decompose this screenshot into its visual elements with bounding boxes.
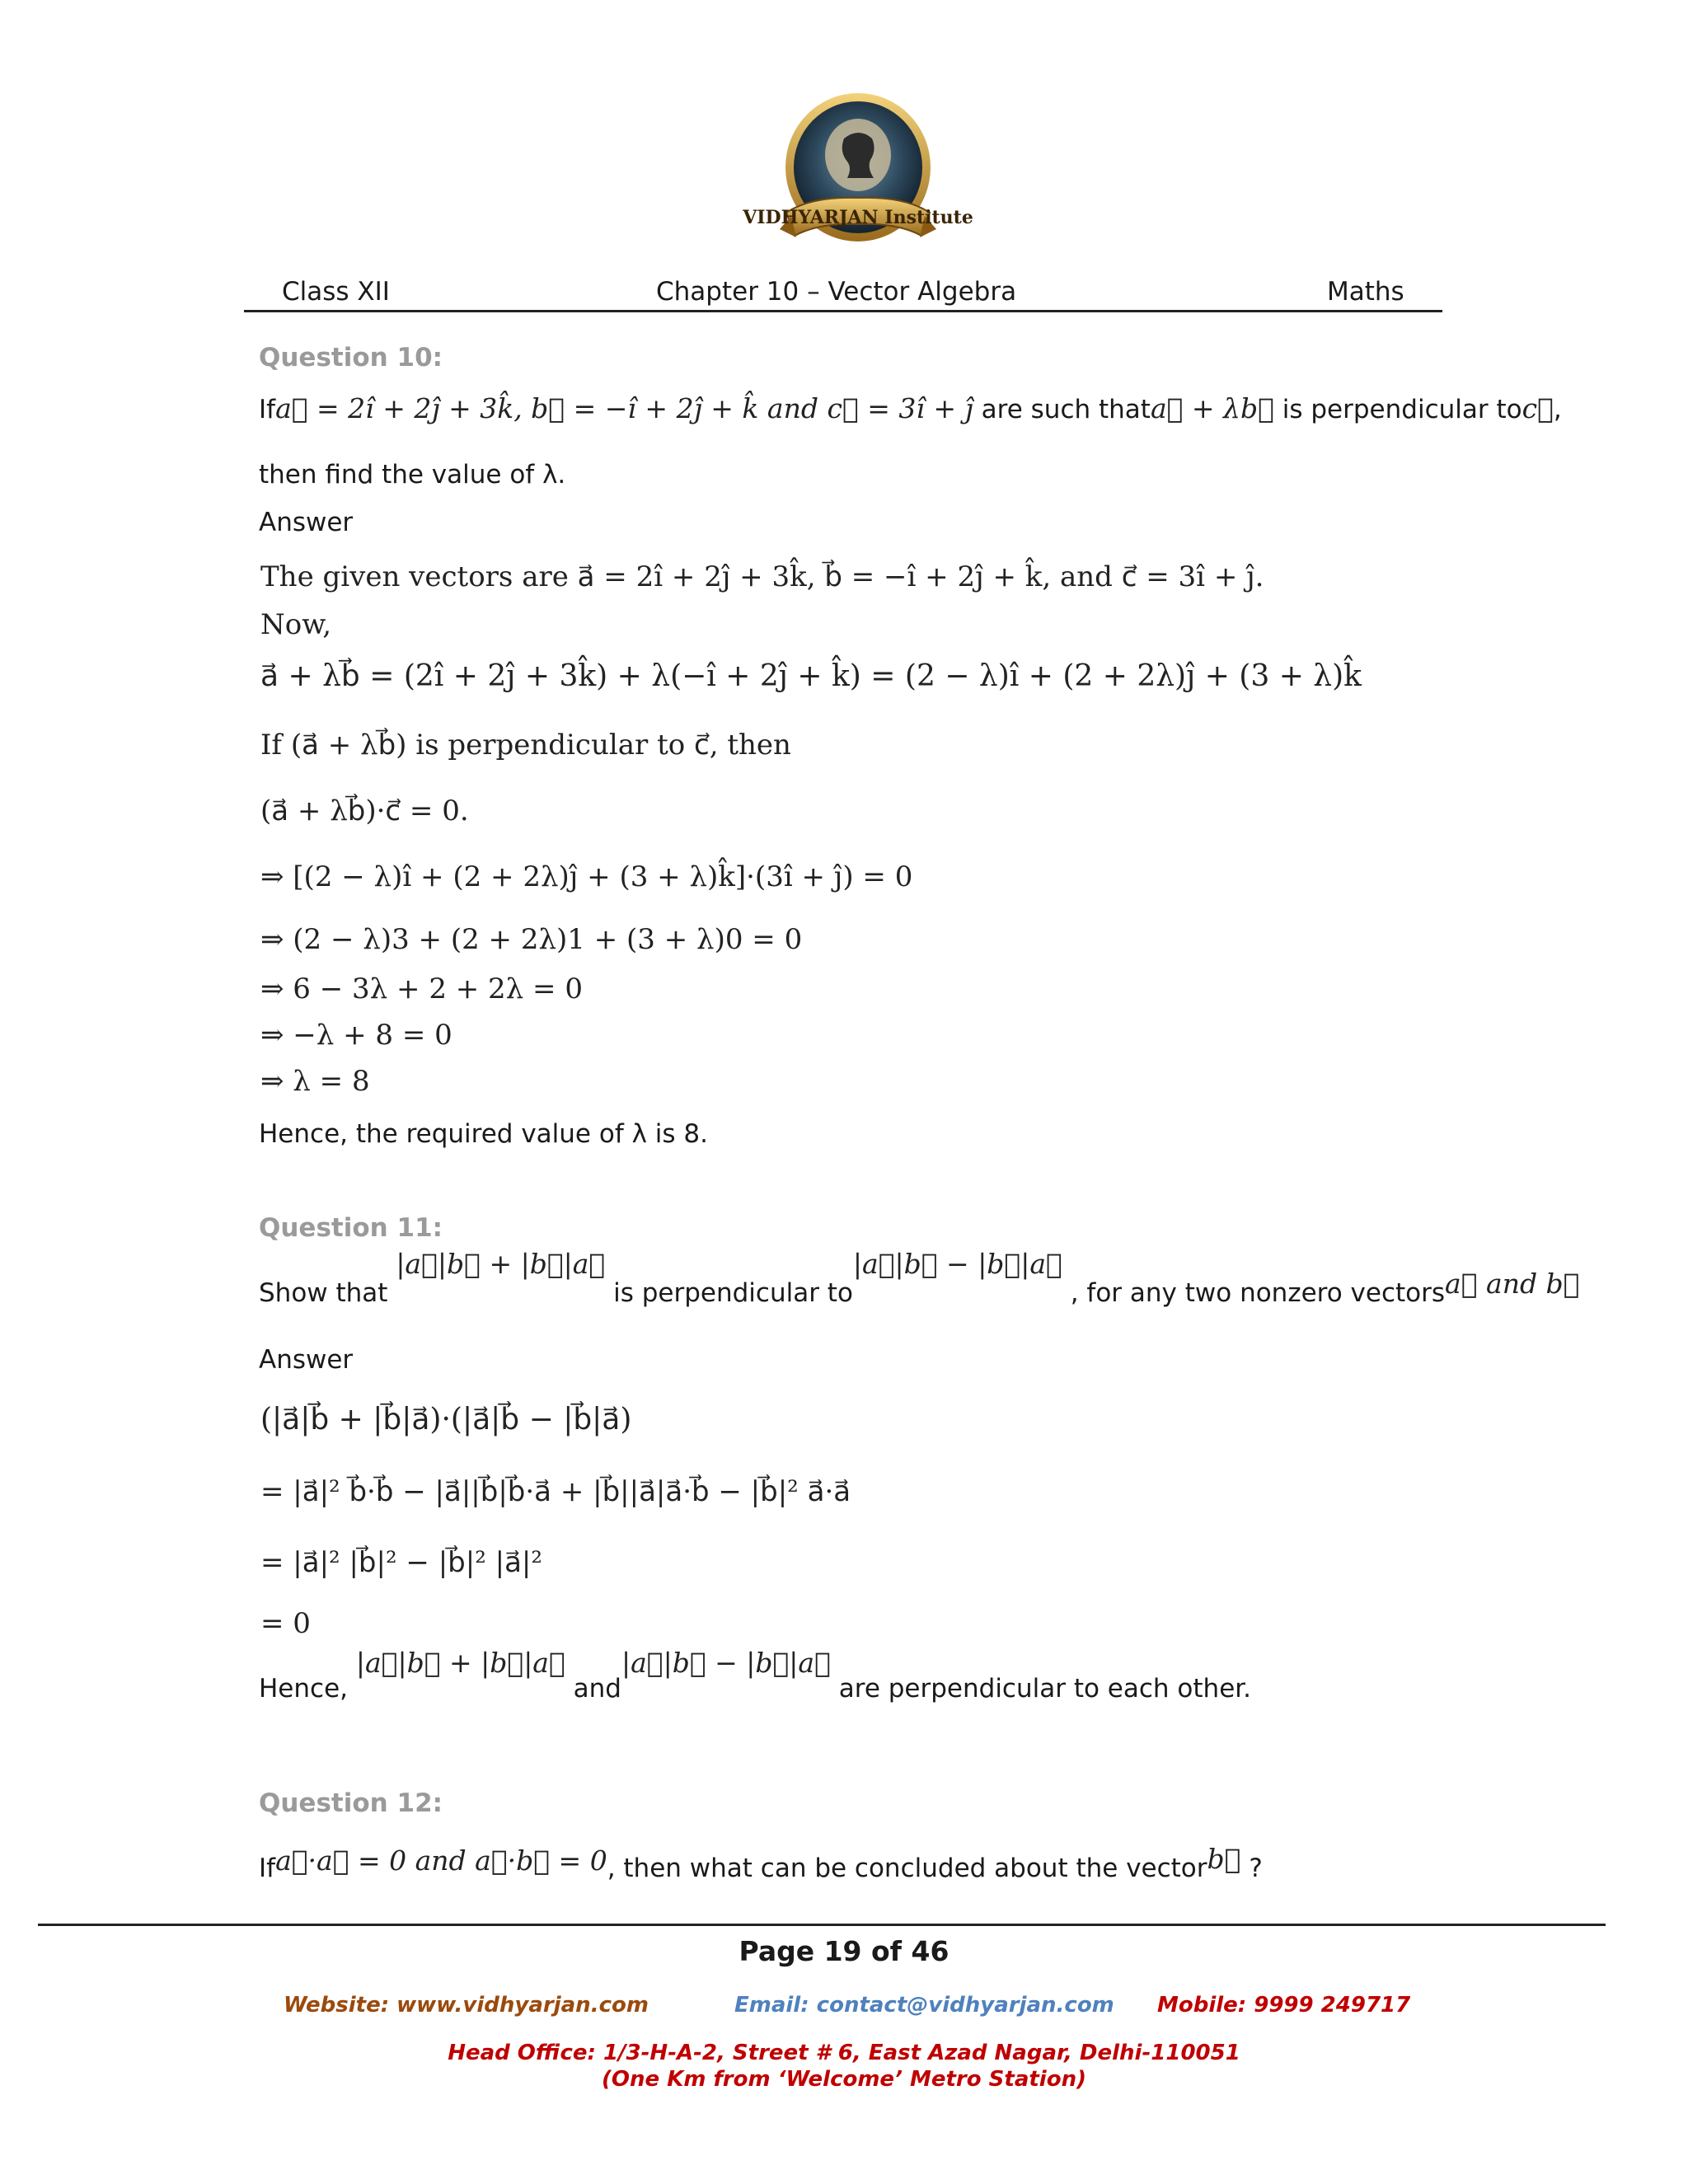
- solution-step: The given vectors are a⃗ = 2î + 2ĵ + 3k̂, b⃗ = −î + 2ĵ + k̂, and c⃗ = 3î + ĵ.: [260, 560, 1264, 593]
- if-word: If: [259, 1854, 276, 1883]
- question-10-title: Question 10:: [259, 343, 443, 373]
- difference-expression: |a⃗|b⃗ − |b⃗|a⃗: [852, 1248, 1062, 1280]
- sum-expression: |a⃗|b⃗ + |b⃗|a⃗: [355, 1647, 565, 1679]
- c-vector: c⃗: [1522, 392, 1554, 424]
- question-10-line2: then find the value of λ.: [259, 460, 566, 490]
- solution-step: = 0: [260, 1607, 311, 1640]
- b-vector: b⃗: [1207, 1843, 1241, 1875]
- question-11-title: Question 11:: [259, 1213, 443, 1243]
- question-mark: ?: [1249, 1854, 1263, 1883]
- and-word: and: [573, 1674, 621, 1704]
- svg-text:VIDHYARJAN Institute: VIDHYARJAN Institute: [743, 207, 973, 228]
- solution-step: (|a⃗|b⃗ + |b⃗|a⃗)·(|a⃗|b⃗ − |b⃗|a⃗): [260, 1403, 632, 1436]
- hence-word: Hence,: [259, 1674, 349, 1704]
- page-number: Page 19 of 46: [738, 1935, 950, 1967]
- website-link[interactable]: Website: www.vidhyarjan.com: [284, 1993, 649, 2018]
- then-text: , then what can be concluded about the vector: [607, 1854, 1207, 1883]
- metro-landmark: (One Km from ‘Welcome’ Metro Station): [602, 2067, 1086, 2092]
- solution-step: ⇒ 6 − 3λ + 2 + 2λ = 0: [260, 972, 583, 1005]
- footer-divider: [38, 1924, 1606, 1926]
- solution-step: If (a⃗ + λb⃗) is perpendicular to c⃗, then: [260, 729, 791, 762]
- given-vectors: a⃗ = 2î + 2ĵ + 3k̂, b⃗ = −î + 2ĵ + k̂ and c⃗ = 3î + ĵ: [275, 392, 973, 424]
- question-11-statement: [259, 1248, 1580, 1310]
- email-link[interactable]: Email: contact@vidhyarjan.com: [734, 1993, 1114, 2018]
- given-condition: a⃗·a⃗ = 0 and a⃗·b⃗ = 0: [275, 1844, 607, 1877]
- are-such-that: are such that: [981, 395, 1151, 424]
- a-plus-lambda-b: a⃗ + λb⃗: [1150, 392, 1274, 424]
- for-any-two-nonzero: , for any two nonzero vectors: [1070, 1278, 1446, 1308]
- question-12-title: Question 12:: [259, 1788, 443, 1818]
- question-10-conclusion: Hence, the required value of λ is 8.: [259, 1119, 708, 1149]
- if-word: If: [259, 395, 276, 424]
- solution-step: = |a⃗|² b⃗·b⃗ − |a⃗||b⃗|b⃗·a⃗ + |b⃗||a⃗|a⃗·b⃗ − |b⃗|² a⃗·a⃗: [260, 1475, 851, 1508]
- solution-step: Now,: [260, 608, 332, 641]
- are-perpendicular: are perpendicular to each other.: [838, 1674, 1252, 1704]
- class-label: Class XII: [282, 277, 390, 307]
- head-office-address: Head Office: 1/3-H-A-2, Street # 6, East Azad Nagar, Delhi-110051: [448, 2041, 1240, 2065]
- show-that: Show that: [259, 1278, 388, 1308]
- chapter-label: Chapter 10 – Vector Algebra: [656, 277, 1017, 307]
- difference-expression: |a⃗|b⃗ − |b⃗|a⃗: [621, 1647, 831, 1679]
- question-11-conclusion: [259, 1647, 1252, 1705]
- solution-step: ⇒ [(2 − λ)î + (2 + 2λ)ĵ + (3 + λ)k̂]·(3î + ĵ) = 0: [260, 860, 913, 893]
- solution-step: ⇒ −λ + 8 = 0: [260, 1019, 452, 1052]
- solution-step: a⃗ + λb⃗ = (2î + 2ĵ + 3k̂) + λ(−î + 2ĵ + k̂) = (2 − λ)î + (2 + 2λ)ĵ + (3 + λ)k̂: [260, 659, 1362, 693]
- answer-label: Answer: [259, 508, 354, 537]
- mobile-number: Mobile: 9999 249717: [1157, 1993, 1411, 2018]
- is-perpendicular-to: is perpendicular to: [613, 1278, 853, 1308]
- comma: ,: [1553, 395, 1562, 424]
- solution-step: = |a⃗|² |b⃗|² − |b⃗|² |a⃗|²: [260, 1546, 543, 1579]
- answer-label: Answer: [259, 1345, 354, 1375]
- question-12-statement: [259, 1843, 1263, 1885]
- institute-logo: [743, 89, 973, 279]
- subject-label: Maths: [1327, 277, 1404, 307]
- solution-step: ⇒ λ = 8: [260, 1065, 370, 1098]
- vectors-a-and-b: a⃗ and b⃗: [1445, 1268, 1580, 1300]
- header-divider: [244, 310, 1442, 312]
- sum-expression: |a⃗|b⃗ + |b⃗|a⃗: [396, 1248, 606, 1280]
- is-perpendicular-to: is perpendicular to: [1282, 395, 1522, 424]
- question-10-statement: [259, 392, 1562, 426]
- solution-step: ⇒ (2 − λ)3 + (2 + 2λ)1 + (3 + λ)0 = 0: [260, 923, 803, 956]
- solution-step: (a⃗ + λb⃗)·c⃗ = 0.: [260, 794, 469, 827]
